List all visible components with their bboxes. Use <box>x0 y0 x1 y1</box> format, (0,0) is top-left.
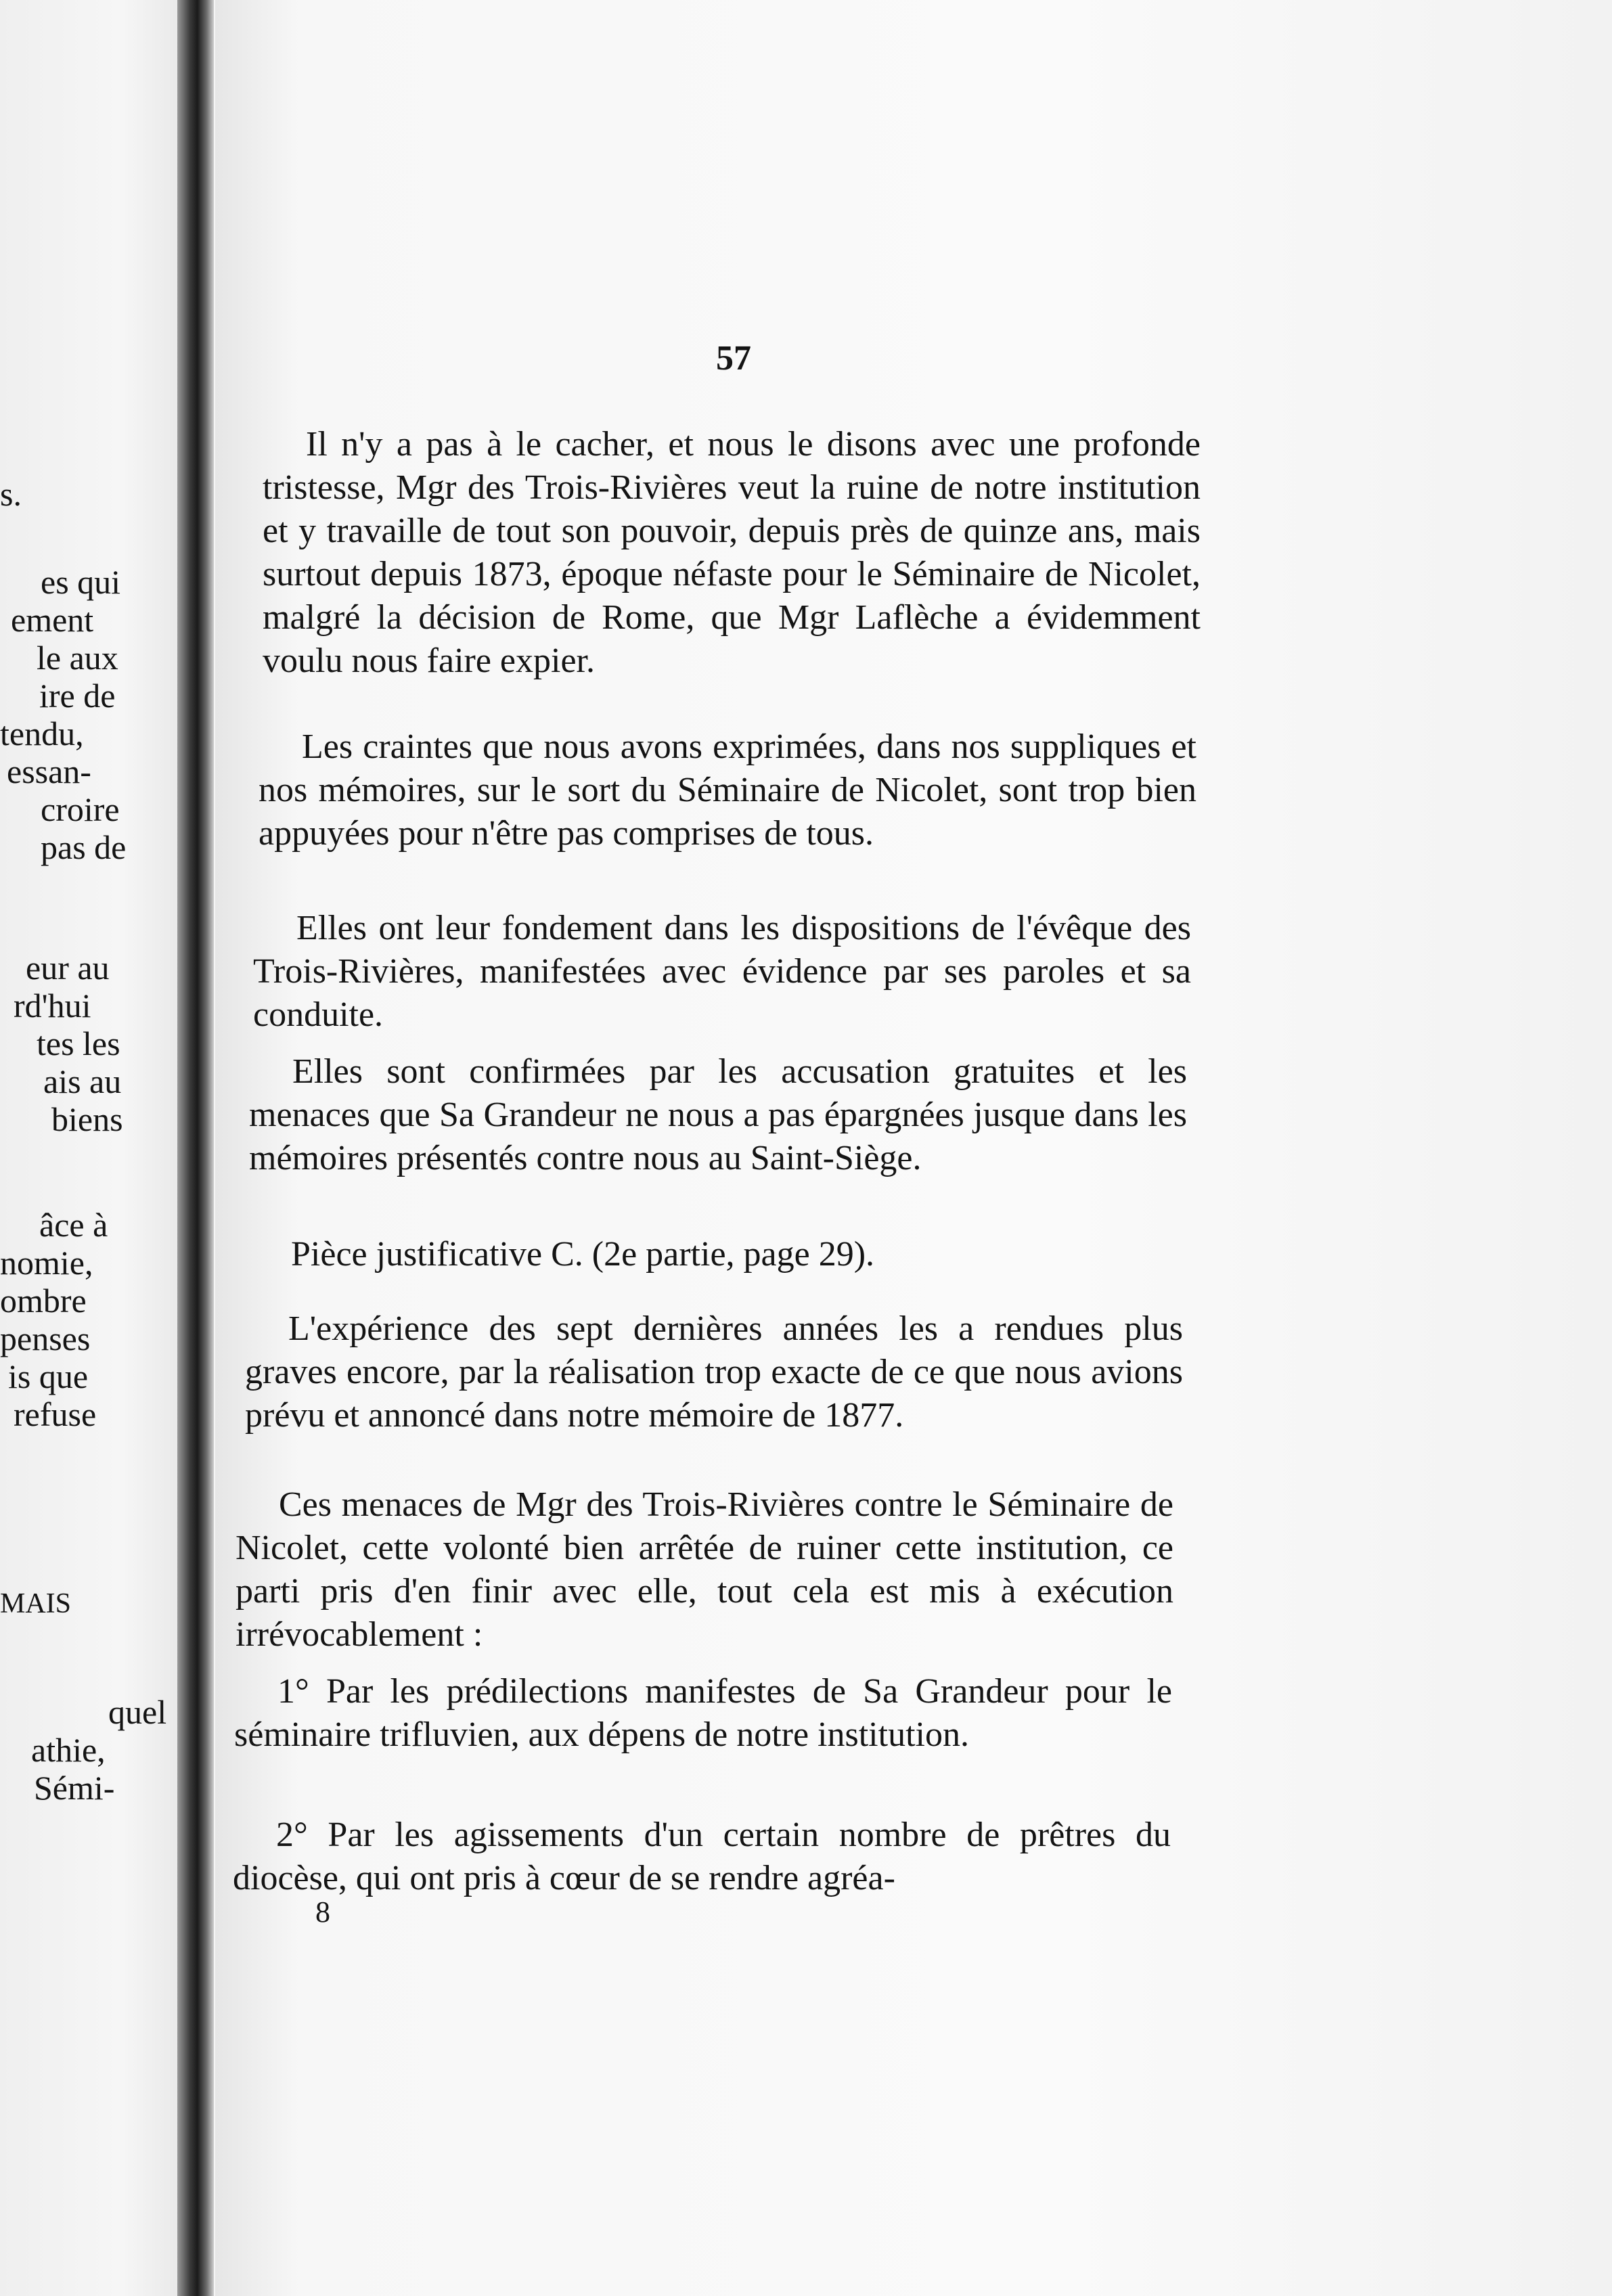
paragraph: Ces menaces de Mgr des Trois-Rivières contre le Séminaire de Nicolet, cette volonté bien arrêtée de ruiner cette institution, ce parti pris d'en finir avec elle, tout cela est mis à exécution irrévocablement : <box>236 1485 1173 1654</box>
left-fragment: le aux <box>37 639 118 677</box>
left-fragment: ement <box>11 601 94 639</box>
left-fragment: Sémi- <box>34 1769 115 1807</box>
left-fragment: âce à <box>39 1206 108 1244</box>
left-fragment: tes les <box>37 1025 120 1062</box>
paragraph: Il n'y a pas à le cacher, et nous le disons avec une profonde tristesse, Mgr des Trois-Rivières veut la ruine de notre institution et y travaille de tout son pouvoir, depuis près de quinze ans, mais surtout depuis 1873, époque néfaste pour le Séminaire de Nicolet, malgré la décision de Rome, que Mgr Laflèche a évidemment voulu nous faire expier. <box>263 425 1201 680</box>
left-fragment: is que <box>8 1357 89 1395</box>
left-fragment: essan- <box>7 752 91 790</box>
left-fragment: croire <box>41 790 120 828</box>
left-facing-page <box>0 0 203 2296</box>
paragraph: 2° Par les agissements d'un certain nombre de prêtres du diocèse, qui ont pris à cœur de se rendre agréa- <box>233 1816 1171 1897</box>
left-fragment: MAIS <box>0 1588 72 1619</box>
paragraph: 1° Par les prédilections manifestes de Sa Grandeur pour le séminaire trifluvien, aux dépens de notre institution. <box>234 1672 1172 1754</box>
left-fragment: pas de <box>41 828 127 866</box>
paragraph: Pièce justificative C. (2e partie, page 29). <box>291 1235 875 1274</box>
paragraph: Les craintes que nous avons exprimées, dans nos suppliques et nos mémoires, sur le sort du Séminaire de Nicolet, sont trop bien appuyées pour n'être pas comprises de tous. <box>259 727 1196 853</box>
signature-mark: 8 <box>315 1895 330 1929</box>
left-fragment: tendu, <box>0 715 84 752</box>
left-fragment: es qui <box>41 563 121 601</box>
left-fragment: rd'hui <box>14 987 91 1025</box>
paragraph: L'expérience des sept dernières années les a rendues plus graves encore, par la réalisation trop exacte de ce que nous avions prévu et annoncé dans notre mémoire de 1877. <box>245 1309 1183 1435</box>
left-fragment: ais au <box>43 1062 122 1100</box>
left-fragment: ire de <box>39 677 116 715</box>
book-gutter-shadow <box>177 0 214 2296</box>
paragraph: Elles ont leur fondement dans les dispositions de l'évêque des Trois-Rivières, manifestées avec évidence par ses paroles et sa conduite. <box>253 909 1191 1034</box>
left-fragment: penses <box>0 1320 91 1357</box>
left-fragment: quel <box>108 1693 167 1731</box>
left-fragment: s. <box>0 475 22 513</box>
left-fragment: refuse <box>14 1395 97 1433</box>
page-number: 57 <box>716 339 751 378</box>
paragraph: Elles sont confirmées par les accusation gratuites et les menaces que Sa Grandeur ne nous a pas épargnées jusque dans les mémoires présentés contre nous au Saint-Siège. <box>249 1052 1187 1177</box>
left-fragment: ombre <box>0 1282 87 1320</box>
left-fragment: eur au <box>26 949 110 987</box>
left-fragment: athie, <box>31 1731 106 1769</box>
left-fragment: nomie, <box>0 1244 93 1282</box>
left-fragment: biens <box>51 1100 123 1138</box>
